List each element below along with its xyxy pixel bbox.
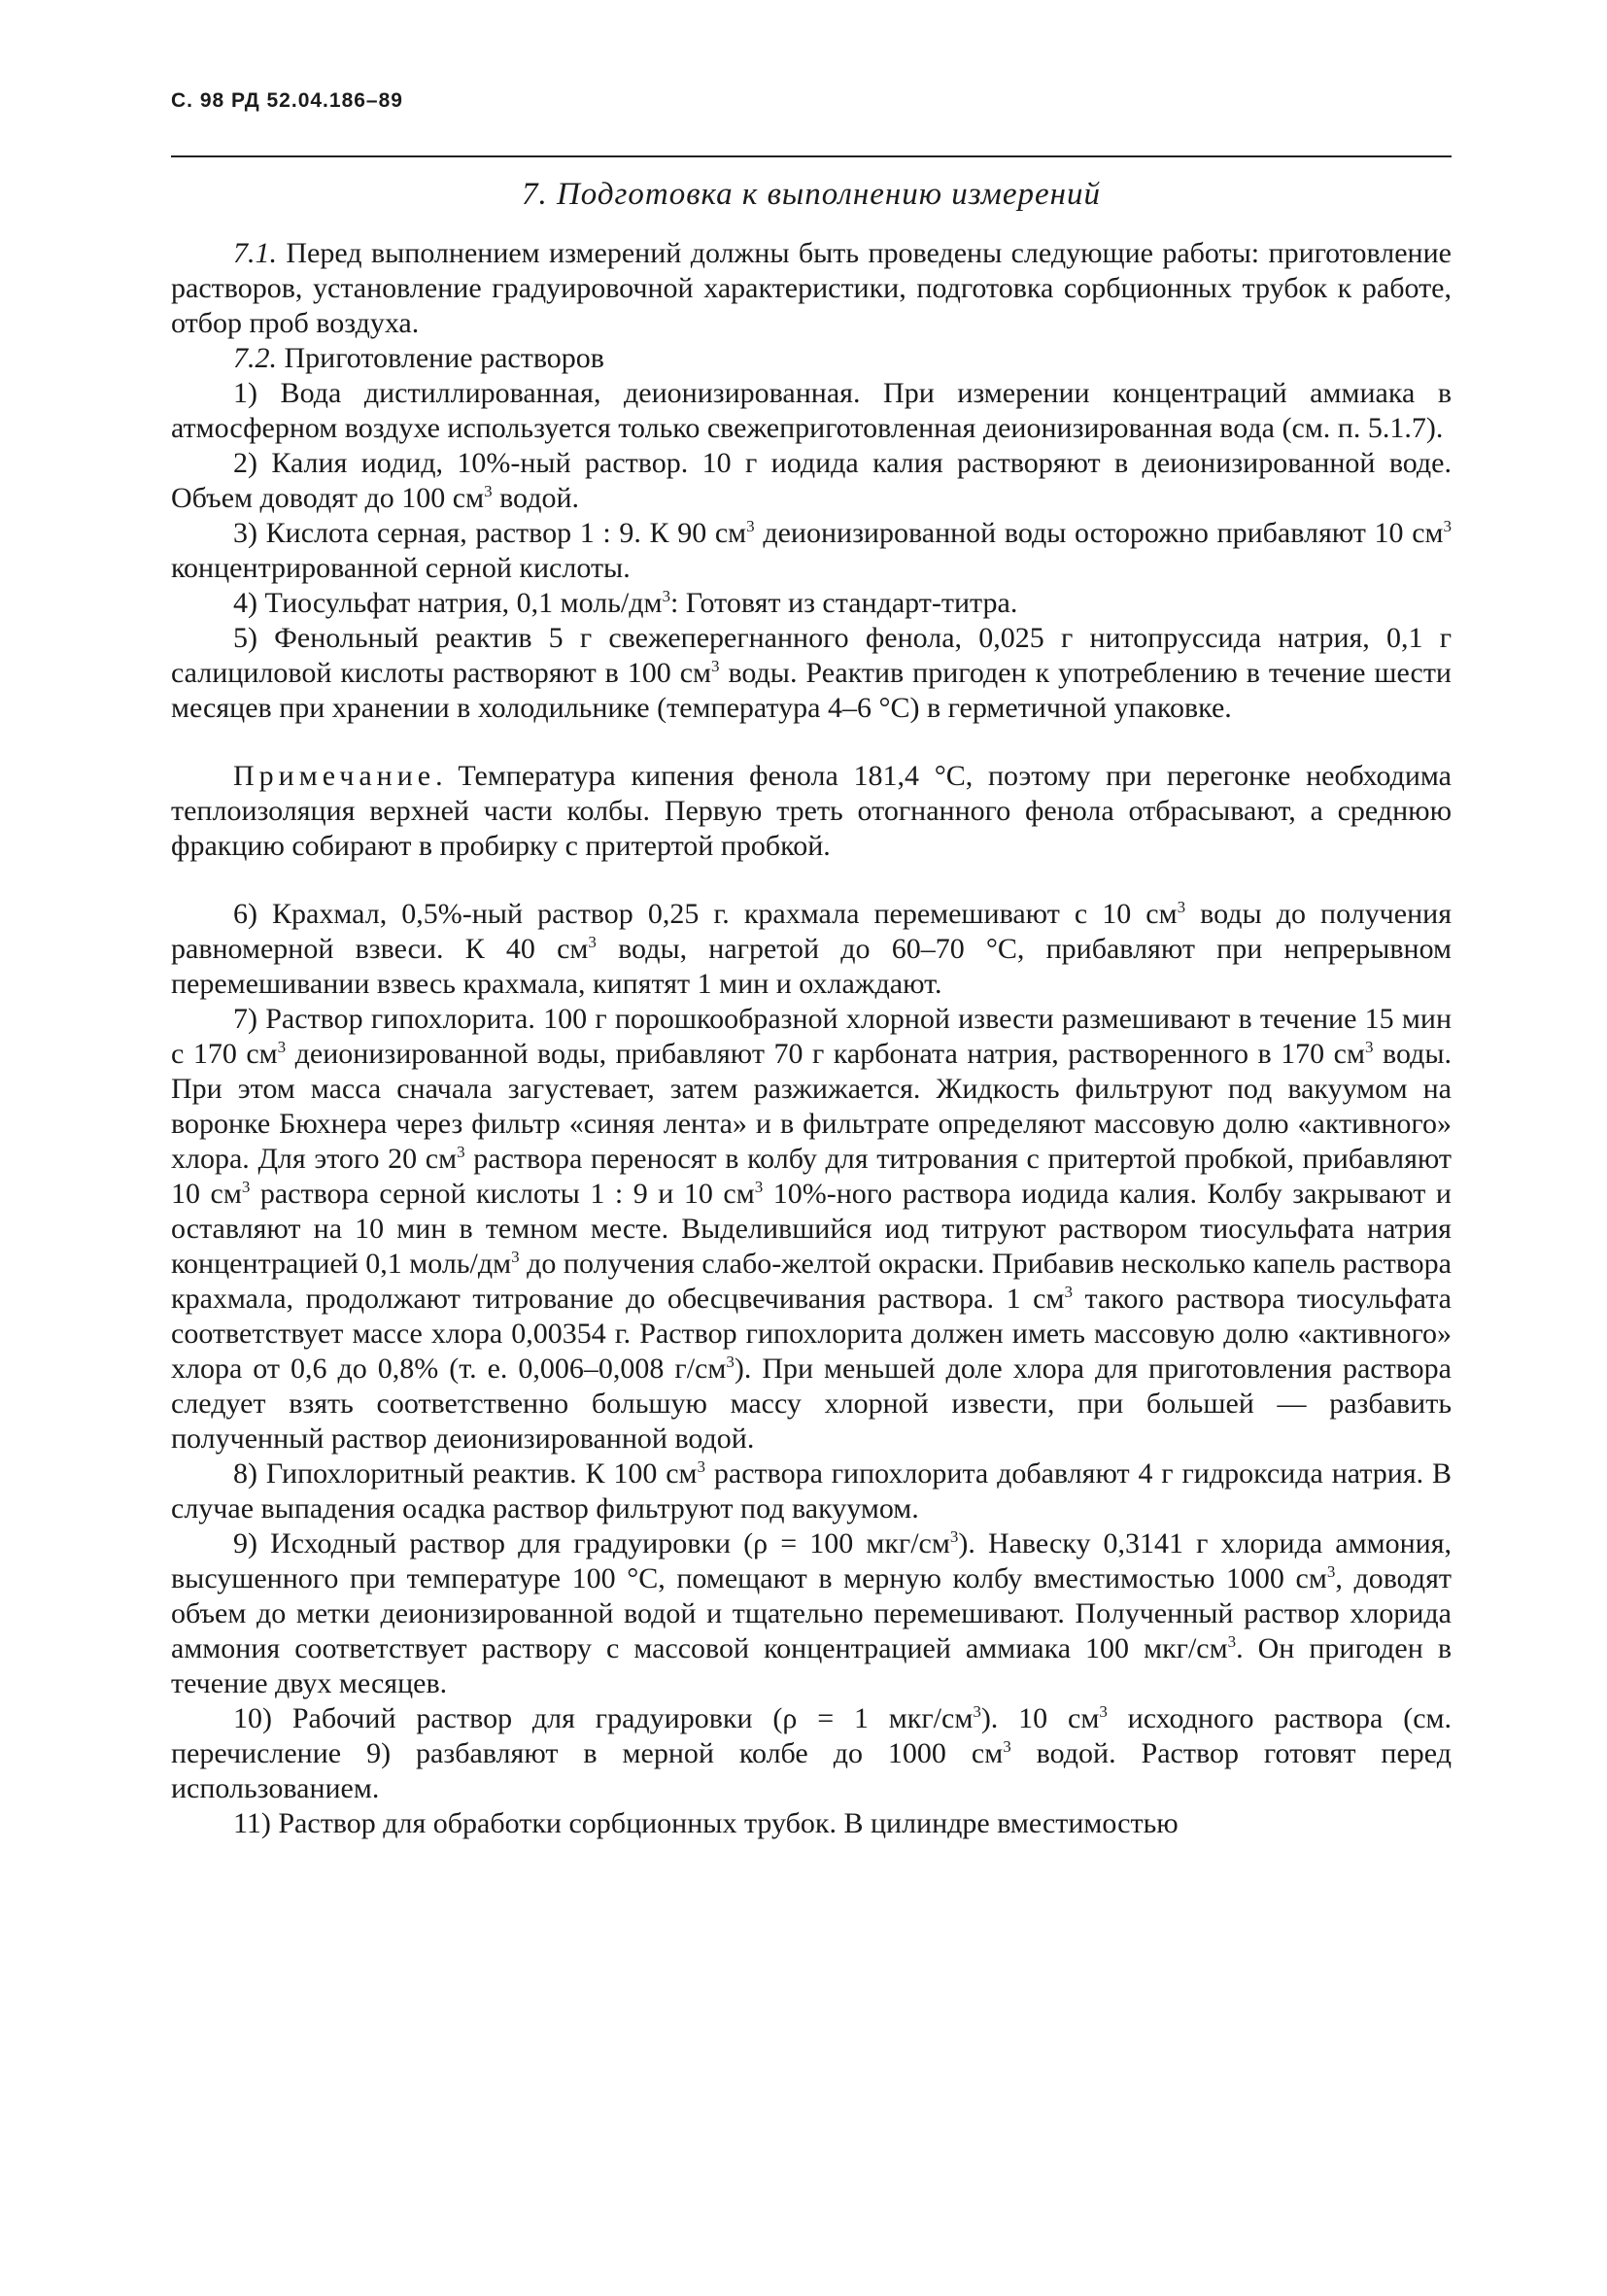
list-item-5: 5) Фенольный реактив 5 г свежеперегнанного фенола, 0,025 г нитопруссида натрия, 0,1 г салициловой кислоты растворяют в 100 $см^3$ воды. Реактив пригоден к употреблению в течение шести месяцев при хранении в холодильнике (температура 4–6 °С) в герметичной упаковке.: [171, 622, 1452, 724]
list-item-9: 9) Исходный раствор для градуировки (ρ = 100 мкг/$см^3$). Навеску 0,3141 г хлорида аммония, высушенного при температуре 100 °С, помещают в мерную колбу вместимостью 1000 $см^3$, доводят объем до метки деионизированной водой и тщательно перемешивают. Полученный раствор хлорида аммония соответствует раствору с массовой концентрацией аммиака 100 мкг/$см^3$. Он пригоден в течение двух месяцев.: [171, 1527, 1453, 1699]
note-label: Примечание: [233, 760, 436, 792]
page-header: С. 98 РД 52.04.186–89: [171, 89, 403, 112]
spacer: [171, 864, 1452, 897]
list-item-7: 7) Раствор гипохлорита. 100 г порошкообразной хлорной извести размешивают в течение 15 мин с 170 $см^3$ деионизированной воды, прибавляют 70 г карбоната натрия, растворенного в 170 $см^3$ воды. При этом масса сначала загустевает, затем разжижается. Жидкость фильтруют под вакуумом на воронке Бюхнера через фильтр «синяя лента» и в фильтрате определяют массовую долю «активного» хлора. Для этого 20 $см^3$ раствора переносят в колбу для титрования с притертой пробкой, прибавляют 10 $см^3$ раствора серной кислоты 1 : 9 и 10 $см^3$ 10%-ного раствора иодида калия. Колбу закрывают и оставляют на 10 мин в темном месте. Выделившийся иод титруют раствором тиосульфата натрия концентрацией 0,1 моль/$дм^3$ до получения слабо-желтой окраски. Прибавив несколько капель раствора крахмала, продолжают титрование до обесцвечивания раствора. 1 $см^3$ такого раствора тиосульфата соответствует массе хлора 0,00354 г. Раствор гипохлорита должен иметь массовую долю «активного» хлора от 0,6 до 0,8% (т. е. 0,006–0,008 $г/см^3$). При меньшей доле хлора для приготовления раствора следует взять соответственно большую массу хлорной извести, при большей — разбавить полученный раствор деионизированной водой.: [171, 1003, 1453, 1455]
list-item-3: 3) Кислота серная, раствор 1 : 9. К 90 $см^3$ деионизированной воды осторожно прибавляют 10 $см^3$ концентрированной серной кислоты.: [171, 517, 1452, 584]
list-item-10: 10) Рабочий раствор для градуировки (ρ = 1 мкг/$см^3$). 10 $см^3$ исходного раствора (см. перечисление 9) разбавляют в мерной колбе до 1000 $см^3$ водой. Раствор готовят перед использованием.: [171, 1702, 1453, 1804]
list-item-6: 6) Крахмал, 0,5%-ный раствор 0,25 г. крахмала перемешивают с 10 $см^3$ воды до получения равномерной взвеси. К 40 $см^3$ воды, нагретой до 60–70 °С, прибавляют при непрерывном перемешивании взвесь крахмала, кипятят 1 мин и охлаждают.: [171, 898, 1452, 1000]
list-item-2: 2) Калия иодид, 10%-ный раствор. 10 г иодида калия растворяют в деионизированной воде. Объем доводят до 100 $см^3$ водой.: [171, 447, 1452, 514]
list-item-11: 11) Раствор для обработки сорбционных трубок. В цилиндре вместимостью: [233, 1807, 1179, 1839]
list-item-8: 8) Гипохлоритный реактив. К 100 $см^3$ раствора гипохлорита добавляют 4 г гидроксида натрия. В случае выпадения осадка раствор фильтруют под вакуумом.: [171, 1457, 1452, 1525]
header-rule: [171, 155, 1452, 157]
document-body: [171, 236, 1452, 1841]
spacer: [171, 726, 1452, 759]
note: Примечание. Температура кипения фенола 181,4 °С, поэтому при перегонке необходима теплоизоляция верхней части колбы. Первую треть отогнанного фенола отбрасывают, а среднюю фракцию собирают в пробирку с притертой пробкой.: [171, 760, 1452, 862]
list-item-4: 4) Тиосульфат натрия, 0,1 моль/$дм^3$: Готовят из стандарт-титра.: [233, 587, 1018, 619]
paragraph-7-2: 7.2. Приготовление растворов: [233, 342, 604, 374]
paragraph-7-1: 7.1. Перед выполнением измерений должны быть проведены следующие работы: приготовление растворов, установление градуировочной характеристики, подготовка сорбционных трубок к работе, отбор проб воздуха.: [171, 237, 1452, 339]
section-title: 7. Подготовка к выполнению измерений: [521, 177, 1102, 212]
list-item-1: 1) Вода дистиллированная, деионизированная. При измерении концентраций аммиака в атмосферном воздухе используется только свежеприготовленная деионизированная вода (см. п. 5.1.7).: [171, 377, 1452, 444]
